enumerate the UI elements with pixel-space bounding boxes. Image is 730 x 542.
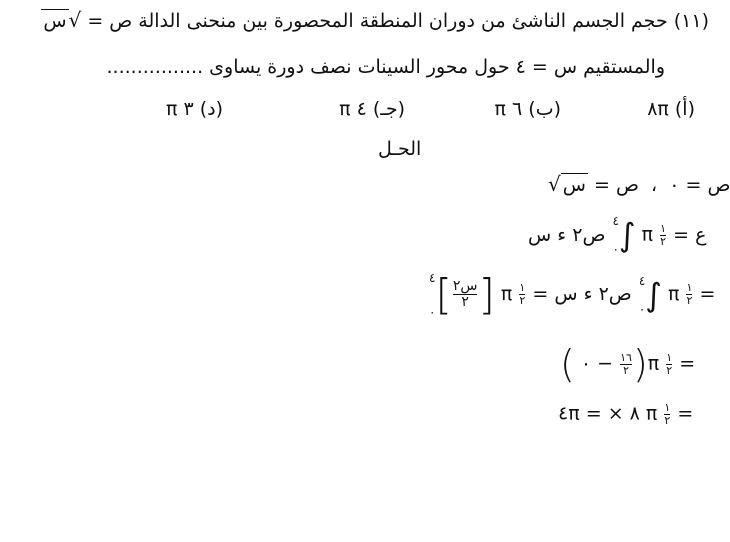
equals-sign: = xyxy=(677,402,694,425)
equals-sign: = xyxy=(532,283,549,305)
option-d xyxy=(166,98,223,120)
radicand: س xyxy=(562,174,586,196)
equation-lhs: ص = xyxy=(594,174,639,196)
step-5 xyxy=(558,402,693,426)
equation-zero: ص = ٠ xyxy=(669,174,730,196)
upper-limit: ٤ xyxy=(638,273,646,288)
final-result: ٤π xyxy=(558,402,580,425)
option-c-letter: (جـ) xyxy=(372,98,405,120)
option-b-letter: (ب) xyxy=(528,98,561,120)
times-eight: × ٨ xyxy=(607,402,640,425)
question-line-1 xyxy=(41,8,709,32)
option-c xyxy=(339,98,405,120)
half-fraction: $\frac{١}{٢}$ xyxy=(666,350,673,377)
upper-limit: ٤ xyxy=(612,214,619,228)
step-1 xyxy=(548,172,730,196)
option-b-value: ٦ π xyxy=(494,98,523,120)
question-line-2: والمستقيم س = ٤ حول محور السينات نصف دورة يساوى ................ xyxy=(106,56,665,78)
sqrt-symbol: √ xyxy=(68,8,82,32)
sixteen-over-two-fraction: $\frac{١٦}{٢}$ xyxy=(620,350,632,377)
pi: π xyxy=(667,283,680,305)
bracket-right: ] xyxy=(478,270,495,319)
comma: ، xyxy=(651,174,658,196)
paren-right: ) xyxy=(632,342,648,386)
integrand: ص٢ ء س xyxy=(554,283,632,305)
integral-sign: ∫ xyxy=(645,275,662,314)
pi: π xyxy=(645,402,658,425)
step-2 xyxy=(528,214,706,256)
option-d-letter: (د) xyxy=(199,98,223,120)
bracket-lower: ٠ xyxy=(429,304,436,319)
option-a-value: ٨π xyxy=(647,98,669,120)
half-fraction: $\frac{١}{٢}$ xyxy=(660,221,667,248)
integrand: ص٢ ء س xyxy=(528,223,606,246)
integral-sign: ∫ xyxy=(618,216,636,254)
pi: π xyxy=(647,352,660,375)
option-d-value: ٣ π xyxy=(165,98,194,120)
sqrt-symbol: √ xyxy=(548,172,561,196)
volume-lhs: ع = xyxy=(673,223,707,246)
pi: π xyxy=(500,283,513,305)
pi: π xyxy=(641,223,654,246)
lower-limit: ٠ xyxy=(638,301,646,316)
equals-sign: = xyxy=(699,283,716,305)
x2-over-2-fraction: $\frac{\text{س٢}}{٢}$ xyxy=(452,278,478,310)
option-b xyxy=(495,98,561,120)
radicand: س xyxy=(43,10,67,32)
equals-sign: = xyxy=(679,352,696,375)
bracket-left: [ xyxy=(435,270,452,319)
bracket-upper: ٤ xyxy=(429,270,436,285)
option-c-value: ٤ π xyxy=(339,98,367,120)
zero: ٠ xyxy=(580,352,592,375)
solution-heading: الحـل xyxy=(378,138,422,160)
step-4 xyxy=(560,342,695,386)
step-3 xyxy=(428,270,715,319)
paren-left: ( xyxy=(560,342,575,386)
half-fraction: $\frac{١}{٢}$ xyxy=(686,281,693,307)
question-text-1: (١١) حجم الجسم الناشئ من دوران المنطقة المحصورة بين منحنى الدالة ص = xyxy=(81,10,709,32)
minus-sign: − xyxy=(597,352,614,375)
equals-sign: = xyxy=(585,402,602,425)
half-fraction: $\frac{١}{٢}$ xyxy=(664,401,671,427)
lower-limit: ٠ xyxy=(612,242,619,256)
option-a xyxy=(647,98,695,120)
option-a-letter: (أ) xyxy=(674,98,695,120)
half-fraction: $\frac{١}{٢}$ xyxy=(519,281,526,307)
